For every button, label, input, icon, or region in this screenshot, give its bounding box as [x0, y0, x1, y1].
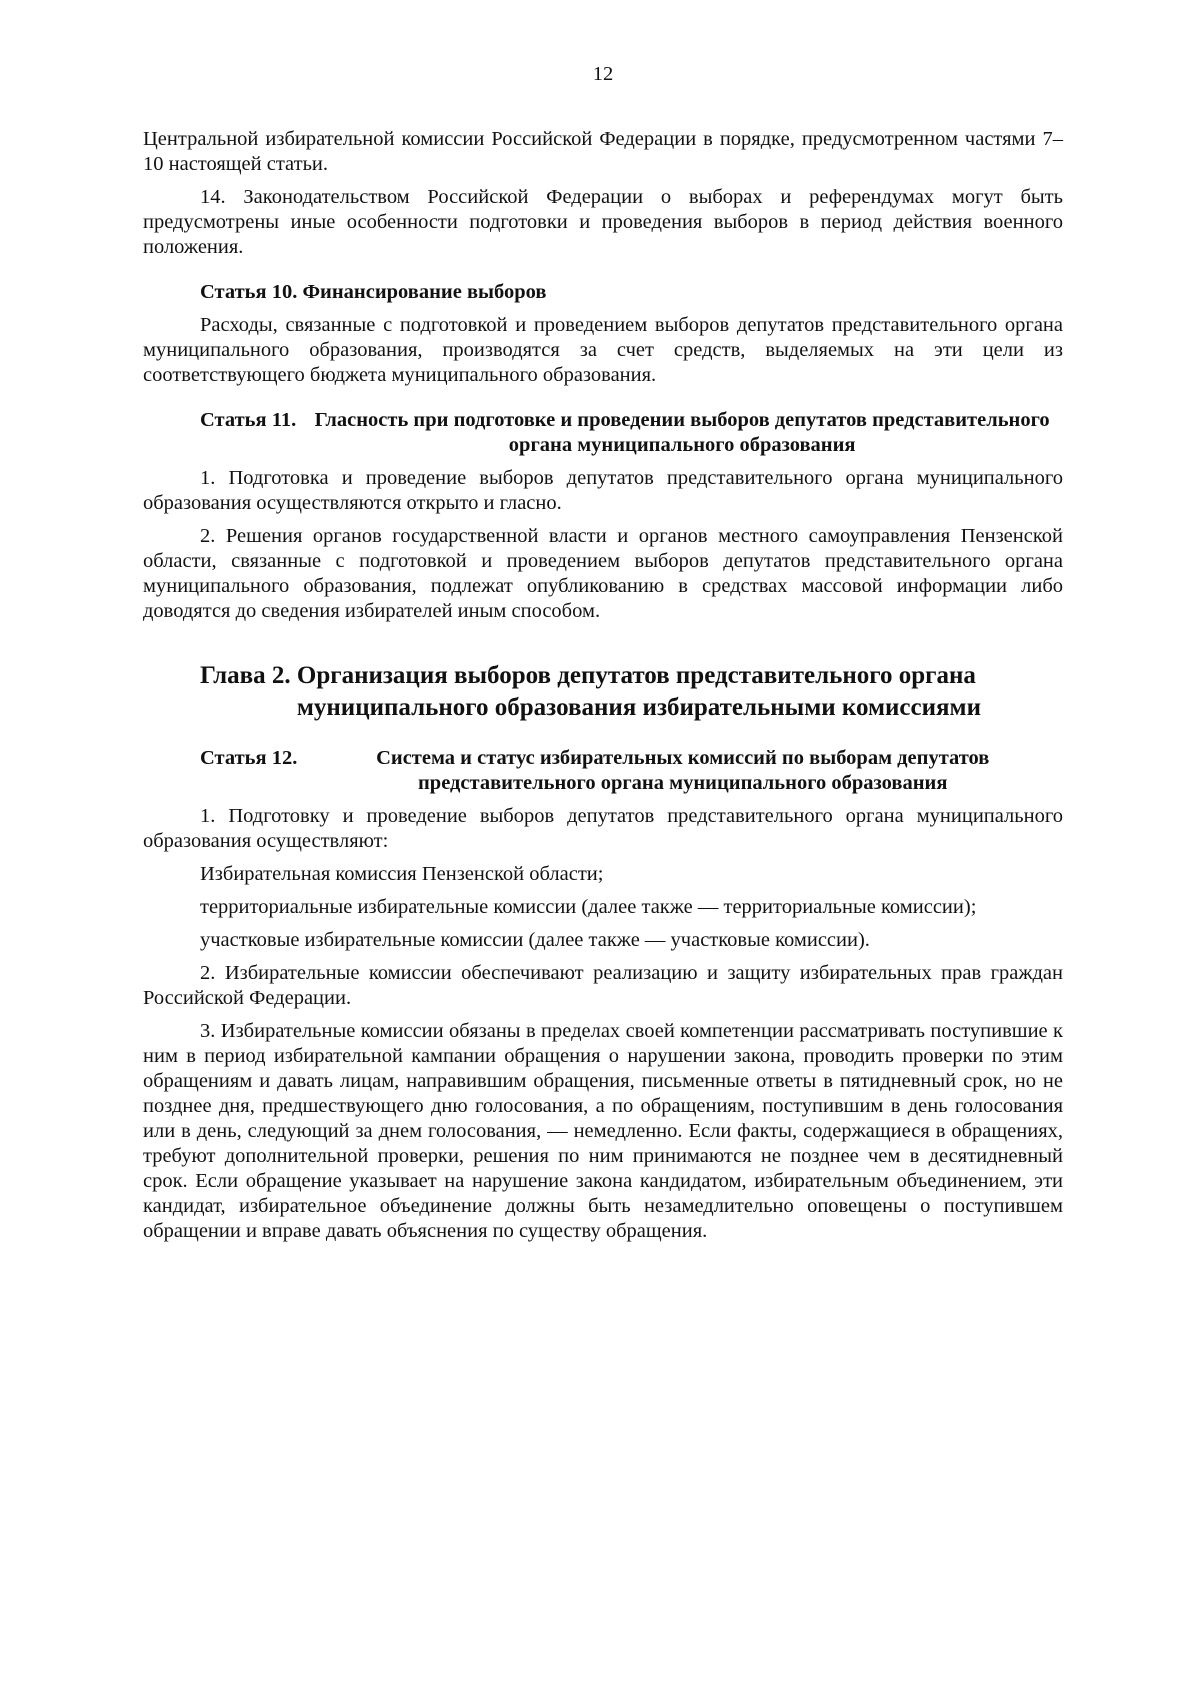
paragraph-continuation: Центральной избирательной комиссии Российской Федерации в порядке, предусмотренном частями 7–10 настоящей статьи.: [143, 128, 1063, 175]
article-11-item-2: 2. Решения органов государственной власти и органов местного самоуправления Пензенской области, связанные с подготовкой и проведением выборов депутатов представительного органа муниципального образования, подлежат опубликованию в средствах массовой информации либо доводятся до сведения избирателей иным способом.: [143, 525, 1063, 622]
article-10-title: Статья 10. Финансирование выборов: [200, 281, 547, 303]
article-12-item-2: 2. Избирательные комиссии обеспечивают реализацию и защиту избирательных прав граждан Российской Федерации.: [143, 962, 1063, 1009]
article-12-item-3: 3. Избирательные комиссии обязаны в пределах своей компетенции рассматривать поступившие к ним в период избирательной кампании обращения о нарушении закона, проводить проверки по этим обращениям и давать лицам, направившим обращения, письменные ответы в пятидневный срок, но не позднее дня, предшествующего дню голосования, а по обращениям, поступившим в день голосования или в день, следующий за днем голосования, — немедленно. Если факты, содержащиеся в обращениях, требуют дополнительной проверки, решения по ним принимаются не позднее чем в десятидневный срок. Если обращение указывает на нарушение закона кандидатом, избирательным объединением, эти кандидат, избирательное объединение должны быть незамедлительно оповещены о поступившем обращении и вправе давать объяснения по существу обращения.: [143, 1020, 1063, 1242]
list-item: территориальные избирательные комиссии (далее также — территориальные комиссии);: [200, 896, 977, 918]
document-page: [143, 62, 1063, 1252]
article-12-heading: Система и статус избирательных комиссий по выборам депутатов представительного органа муниципального образования: [376, 747, 990, 794]
article-11-label: Статья 11.: [200, 409, 302, 431]
article-12-label: Статья 12.: [200, 747, 303, 769]
chapter-2-title: [143, 660, 1063, 724]
article-10-text: Расходы, связанные с подготовкой и проведением выборов депутатов представительного органа муниципального образования, производятся за счет средств, выделяемых на эти цели из соответствующего бюджета муниципального образования.: [143, 314, 1063, 386]
article-11-title: [143, 408, 1063, 458]
page-number: 12: [592, 63, 614, 85]
paragraph-14: 14. Законодательством Российской Федерации о выборах и референдумах могут быть предусмотрены иные особенности подготовки и проведения выборов в период действия военного положения.: [143, 186, 1063, 258]
chapter-2-label: Глава 2.: [200, 662, 297, 689]
list-item: Избирательная комиссия Пензенской области;: [200, 863, 604, 885]
list-item: участковые избирательные комиссии (далее также — участковые комиссии).: [200, 929, 870, 951]
article-12-item-1: 1. Подготовку и проведение выборов депутатов представительного органа муниципального образования осуществляют:: [143, 805, 1063, 852]
article-11-item-1: 1. Подготовка и проведение выборов депутатов представительного органа муниципального образования осуществляются открыто и гласно.: [143, 467, 1063, 514]
chapter-2-heading: Организация выборов депутатов представительного органа муниципального образования избирательными комиссиями: [296, 662, 981, 721]
article-12-title: [143, 746, 1063, 796]
article-11-heading: Гласность при подготовке и проведении выборов депутатов представительного органа муниципального образования: [314, 409, 1050, 456]
